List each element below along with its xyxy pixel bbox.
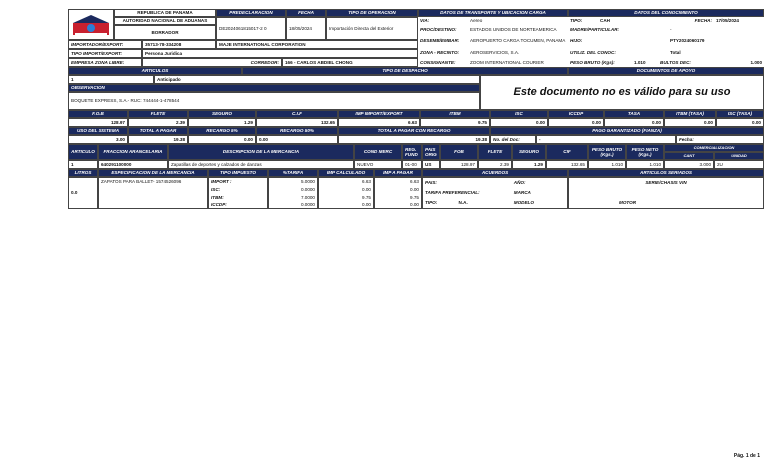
- item-peso-neto: 1.010: [626, 160, 664, 169]
- th-fob-item: FOB: [440, 144, 478, 160]
- tipo-operacion-label: TIPO DE OPERACION: [326, 9, 418, 17]
- corredor-label: CORREDOR:: [142, 58, 282, 67]
- detalle-litros: 0.0: [68, 177, 98, 209]
- val-recargo5: 0.00: [188, 135, 256, 144]
- ana-logo-icon: [71, 13, 111, 37]
- predeclaracion-label: PREDECLARACION: [216, 9, 286, 17]
- th-peso-bruto: PESO BRUTO (Kgs.): [588, 144, 626, 160]
- hijo-label: HIJO:: [570, 38, 583, 44]
- seriado-marca-label: MARCA: [513, 190, 531, 196]
- page-number: Pág. 1 de 1: [733, 453, 760, 459]
- detalle-body: [68, 177, 764, 209]
- desemb-value: AEROPUERTO CARGA TOCUMEN, PANAMA: [470, 38, 566, 44]
- desemb-label: DESEMB/EMBAR:: [420, 38, 460, 44]
- serie-chasis-label: SERIE/CHASIS VIN: [645, 180, 687, 186]
- tax-name-isc: ISC:: [211, 186, 221, 192]
- transporte-title: DATOS DE TRANSPORTE Y UBICACION CARGA: [418, 9, 568, 17]
- logo: [68, 9, 114, 40]
- th-tasa: TASA: [604, 110, 664, 118]
- val-isc-tasa: 0.00: [716, 118, 764, 127]
- documentos-apoyo-label: DOCUMENTOS DE APOYO: [568, 67, 764, 75]
- totales1-header: [68, 110, 764, 118]
- acuerdo-pais-label: PAIS:: [425, 180, 437, 186]
- val-tasa: 0.00: [604, 118, 664, 127]
- val-seguro: 1.29: [188, 118, 256, 127]
- totales1-values: [68, 118, 764, 127]
- bultos-value: 1.000: [750, 59, 762, 65]
- th-seriados: ARTICULOS SERIADOS: [568, 169, 764, 177]
- val-itbm: 9.75: [420, 118, 490, 127]
- tax-calc-import: 6.63: [362, 179, 371, 185]
- acuerdo-tipo-value: N.A.: [458, 200, 468, 206]
- item-reg: 01-00: [402, 160, 422, 169]
- item-descripcion: Zapatillas de deportes y calzados de danzas: [168, 160, 354, 169]
- th-seguro-item: SEGURO: [512, 144, 546, 160]
- th-isc-tasa: ISC (TASA): [716, 110, 764, 118]
- empresa-zona-libre-label: EMPRESA ZONA LIBRE:: [68, 58, 142, 67]
- peso-bruto-label: PESO BRUTO (Kgs):: [570, 59, 615, 65]
- tipo-operacion-value: Importación Directa del Exterior: [326, 17, 418, 40]
- acuerdo-tipo-label: TIPO:: [425, 200, 438, 206]
- th-flete: FLETE: [128, 110, 188, 118]
- articulos-label: ARTICULOS: [68, 67, 242, 75]
- via-value: Aereo: [470, 18, 483, 24]
- utiliz-label: UTILIZ. DEL CONOC:: [570, 49, 616, 55]
- th-pago-garantizado: PAGO GARANTIZADO (FIANZA): [490, 127, 764, 135]
- th-litros: LITROS: [68, 169, 98, 177]
- borrador-label: BORRADOR: [114, 25, 216, 40]
- val-isc: 0.00: [490, 118, 548, 127]
- conoc-fecha-label: FECHA:: [694, 18, 712, 24]
- tax-tarifa-isc: 0.0000: [300, 186, 315, 192]
- tarifa-preferencial-label: TARIFA PREFERENCIAL:: [425, 190, 480, 196]
- madre-value: -: [670, 27, 672, 33]
- th-itbm: ITBM: [420, 110, 490, 118]
- th-total-pagar: TOTAL A PAGAR: [128, 127, 188, 135]
- importador-name: MAJE INTERNATIONAL CORPORATION: [216, 40, 418, 49]
- tax-name-iccdp: ICCDP:: [211, 201, 227, 207]
- th-reg-fund: REG. FUND: [402, 144, 422, 160]
- item-articulo: 1: [68, 160, 98, 169]
- consignante-value: ZOOM INTERNATIONAL COURIER: [470, 59, 544, 65]
- val-imp-import: 6.63: [338, 118, 420, 127]
- th-cant: CANT: [664, 152, 714, 160]
- item-fraccion: 640291100000: [98, 160, 168, 169]
- invalid-watermark: Este documento no es válido para su uso: [480, 75, 764, 110]
- tax-pagar-iccdp: 0.00: [410, 201, 419, 207]
- totales2-values: [68, 135, 764, 144]
- th-total-recargo: TOTAL A PAGAR CON RECARGO: [338, 127, 490, 135]
- tax-calc-iccdp: 0.00: [362, 201, 371, 207]
- val-recargo50: 0.00: [256, 135, 338, 144]
- consignante-label: CONSIGNANTE:: [420, 59, 456, 65]
- item-unidad: 2U: [714, 160, 764, 169]
- observacion-value: BOQUETE EXPRESS, S.A.- RUC: 744444-1-478544: [68, 92, 480, 110]
- tax-pagar-import: 6.63: [410, 179, 419, 185]
- subtitle-aduanas: AUTORIDAD NACIONAL DE ADUANAS: [114, 17, 216, 25]
- val-itbm-tasa: 0.00: [664, 118, 716, 127]
- proc-destino-label: PROC/DESTINO:: [420, 27, 457, 33]
- th-articulo: ARTICULO: [68, 144, 98, 160]
- tipo-value: CAH: [600, 18, 610, 24]
- utiliz-value: Total: [670, 49, 681, 55]
- item-header: [68, 144, 764, 160]
- th-cond-merc: COND MERC: [354, 144, 402, 160]
- detalle-header: [68, 169, 764, 177]
- madre-label: MADRE/PARTICULAR:: [570, 27, 620, 33]
- val-total-recargo: 19.38: [338, 135, 490, 144]
- nodoc-value: -: [536, 135, 676, 144]
- val-fob: 128.97: [68, 118, 128, 127]
- tipo-import-value: Persona Juridica: [142, 49, 418, 58]
- articulos-count: 1: [68, 75, 154, 84]
- hijo-value: PTY2024060179: [670, 38, 705, 44]
- item-cond: NUEVO: [354, 160, 402, 169]
- tax-name-import: IMPORT :: [211, 179, 232, 185]
- th-itbm-tasa: ITBM (TASA): [664, 110, 716, 118]
- th-peso-neto: PESO NETO (Kgs.): [626, 144, 664, 160]
- serie-spacer: [569, 188, 763, 198]
- nodoc-label: No. del Doc:: [490, 135, 536, 144]
- th-unidad: UNIDAD: [714, 152, 764, 160]
- item-pais: US: [422, 160, 440, 169]
- peso-bruto-value: 1.010: [634, 59, 646, 65]
- val-flete: 2.39: [128, 118, 188, 127]
- tax-calc-isc: 0.00: [362, 186, 371, 192]
- seriado-modelo-label: MODELO: [513, 200, 534, 206]
- customs-declaration: [68, 9, 764, 209]
- predeclaracion-value: DE2024061815017-2 0: [216, 17, 286, 40]
- via-label: VIA:: [420, 18, 430, 24]
- fecha-label: FECHA: [286, 9, 326, 17]
- val-iccdp: 0.00: [548, 118, 604, 127]
- seriado-anio-label: AÑO:: [513, 180, 526, 186]
- th-seguro: SEGURO: [188, 110, 256, 118]
- detalle-especificacion: ZAPATOS PARA BALLET- 1574526096: [98, 177, 208, 209]
- table-row: [68, 160, 764, 169]
- proc-destino-value: ESTADOS UNIDOS DE NORTEAMERICA: [470, 27, 557, 33]
- zona-recinto-label: ZONA - RECINTO:: [420, 49, 460, 55]
- th-descripcion: DESCRIPCION DE LA MERCANCIA: [168, 144, 354, 160]
- th-cif-item: CIF: [546, 144, 588, 160]
- tax-tarifa-itbm: 7.0000: [300, 194, 315, 200]
- item-cant: 3.000: [664, 160, 714, 169]
- th-fraccion: FRACCION ARANCELARIA: [98, 144, 168, 160]
- th-cif: C.I.F: [256, 110, 338, 118]
- th-tarifa: %TARIFA: [268, 169, 318, 177]
- th-especificacion: ESPECIFICACION DE LA MERCANCIA: [98, 169, 208, 177]
- item-fob: 128.97: [440, 160, 478, 169]
- pago-fecha-label: Fecha:: [676, 135, 764, 144]
- val-cif: 132.65: [256, 118, 338, 127]
- tax-pagar-isc: 0.00: [410, 186, 419, 192]
- bultos-label: BULTOS DEC:: [660, 59, 691, 65]
- item-flete: 2.39: [478, 160, 512, 169]
- item-peso-bruto: 1.010: [588, 160, 626, 169]
- conocimiento-title: DATOS DEL CONOCIMIENTO: [568, 9, 764, 17]
- observacion-label: OBSERVACION: [68, 84, 480, 92]
- tipo-despacho-value: Anticipado: [154, 75, 480, 84]
- tipo-label: TIPO:: [570, 18, 583, 24]
- tax-name-itbm: ITBM:: [211, 194, 224, 200]
- title: REPUBLICA DE PANAMA: [114, 9, 216, 17]
- th-uso-sistema: USO DEL SISTEMA: [68, 127, 128, 135]
- th-imp-import: IMP IMPORT/EXPORT: [338, 110, 420, 118]
- item-cif: 132.65: [546, 160, 588, 169]
- th-imp-calculado: IMP CALCULADO: [318, 169, 374, 177]
- fecha-value: 18/05/2024: [286, 17, 326, 40]
- th-recargo5: RECARGO 5%: [188, 127, 256, 135]
- val-uso-sistema: 3.00: [68, 135, 128, 144]
- th-iccdp: ICCDP: [548, 110, 604, 118]
- tax-pagar-itbm: 9.75: [410, 194, 419, 200]
- th-flete-item: FLETE: [478, 144, 512, 160]
- th-recargo50: RECARGO 50%: [256, 127, 338, 135]
- th-isc: ISC: [490, 110, 548, 118]
- th-comercializacion: COMERCIALIZACION: [664, 144, 764, 152]
- conoc-fecha-value: 17/05/2024: [716, 18, 739, 24]
- importador-label: IMPORTADOR/EXPORT:: [68, 40, 142, 49]
- corredor-value: 166 - CARLOS ABDIEL CHONG: [282, 58, 418, 67]
- tipo-despacho-label: TIPO DE DESPACHO: [242, 67, 568, 75]
- th-fob: F.O.B: [68, 110, 128, 118]
- zona-recinto-value: AEROSERVICIOS, S.A.: [470, 49, 520, 55]
- tipo-import-label: TIPO IMPORT/EXPORT:: [68, 49, 142, 58]
- tax-tarifa-import: 5.0000: [300, 179, 315, 185]
- th-pais-orig: PAIS ORIG: [422, 144, 440, 160]
- tax-calc-itbm: 9.75: [362, 194, 371, 200]
- importador-ruc: 35713-78-334208: [142, 40, 216, 49]
- totales2-header: [68, 127, 764, 135]
- motor-label: MOTOR: [619, 200, 637, 206]
- val-total-pagar: 19.38: [128, 135, 188, 144]
- th-imp-pagar: IMP A PAGAR: [374, 169, 422, 177]
- item-seguro: 1.29: [512, 160, 546, 169]
- th-acuerdos: ACUERDOS: [422, 169, 568, 177]
- th-tipo-impuesto: TIPO IMPUESTO: [208, 169, 268, 177]
- tax-tarifa-iccdp: 0.0000: [300, 201, 315, 207]
